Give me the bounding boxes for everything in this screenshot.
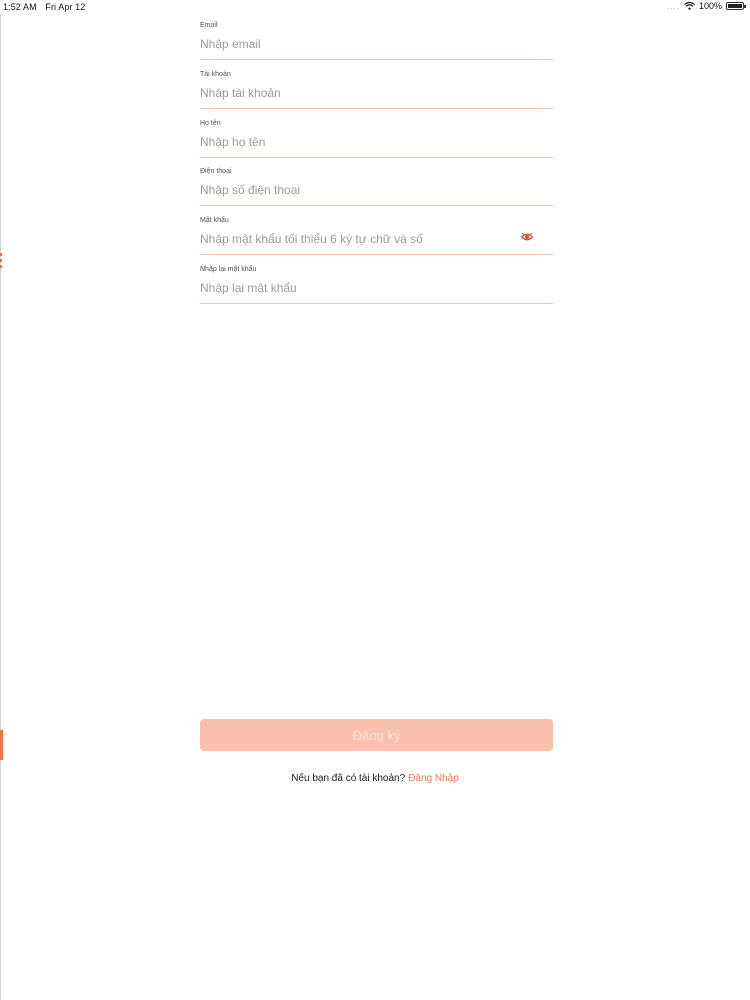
- fullname-underline: [200, 157, 553, 158]
- confirm-password-underline: [200, 303, 553, 304]
- confirm-password-field[interactable]: [200, 279, 530, 297]
- left-edge-marker-bottom: [0, 730, 3, 760]
- phone-label: Điện thoại: [200, 168, 232, 176]
- password-field-group: [200, 217, 553, 266]
- status-time: 1:52 AM: [3, 2, 37, 12]
- left-edge-divider: [0, 14, 1, 1000]
- battery-icon: [726, 2, 744, 10]
- username-underline: [200, 108, 553, 109]
- email-field[interactable]: [200, 35, 530, 53]
- phone-field-group: [200, 168, 553, 217]
- status-left: [3, 2, 91, 12]
- password-label: Mật khẩu: [200, 217, 229, 225]
- left-edge-marker-top: [0, 253, 2, 271]
- email-label: Email: [200, 22, 218, 29]
- email-field-group: [200, 22, 553, 71]
- fullname-field[interactable]: [200, 133, 530, 151]
- fullname-field-group: [200, 120, 553, 169]
- battery-percent: 100%: [698, 1, 722, 11]
- fullname-label: Họ tên: [200, 119, 221, 127]
- password-underline: [200, 254, 553, 255]
- username-field-group: [200, 71, 553, 120]
- register-form: [200, 22, 553, 315]
- multitasking-dots: ....: [667, 1, 680, 11]
- status-right: [667, 1, 744, 11]
- password-field[interactable]: [200, 230, 530, 248]
- confirm-password-field-group: [200, 266, 553, 315]
- login-link[interactable]: Đăng Nhập: [408, 773, 459, 784]
- login-prompt-text: Nếu bạn đã có tài khoản?: [291, 773, 406, 784]
- status-bar: [0, 0, 750, 14]
- phone-field[interactable]: [200, 181, 530, 199]
- login-prompt: [0, 773, 750, 784]
- phone-underline: [200, 205, 553, 206]
- wifi-icon: [684, 2, 695, 10]
- confirm-password-label: Nhập lại mật khẩu: [200, 265, 257, 273]
- username-label: Tài khoản: [200, 70, 231, 78]
- status-date: Fri Apr 12: [45, 2, 86, 12]
- email-underline: [200, 59, 553, 60]
- username-field[interactable]: [200, 84, 530, 102]
- register-button[interactable]: Đăng ký: [200, 719, 553, 751]
- eye-icon[interactable]: [521, 232, 533, 242]
